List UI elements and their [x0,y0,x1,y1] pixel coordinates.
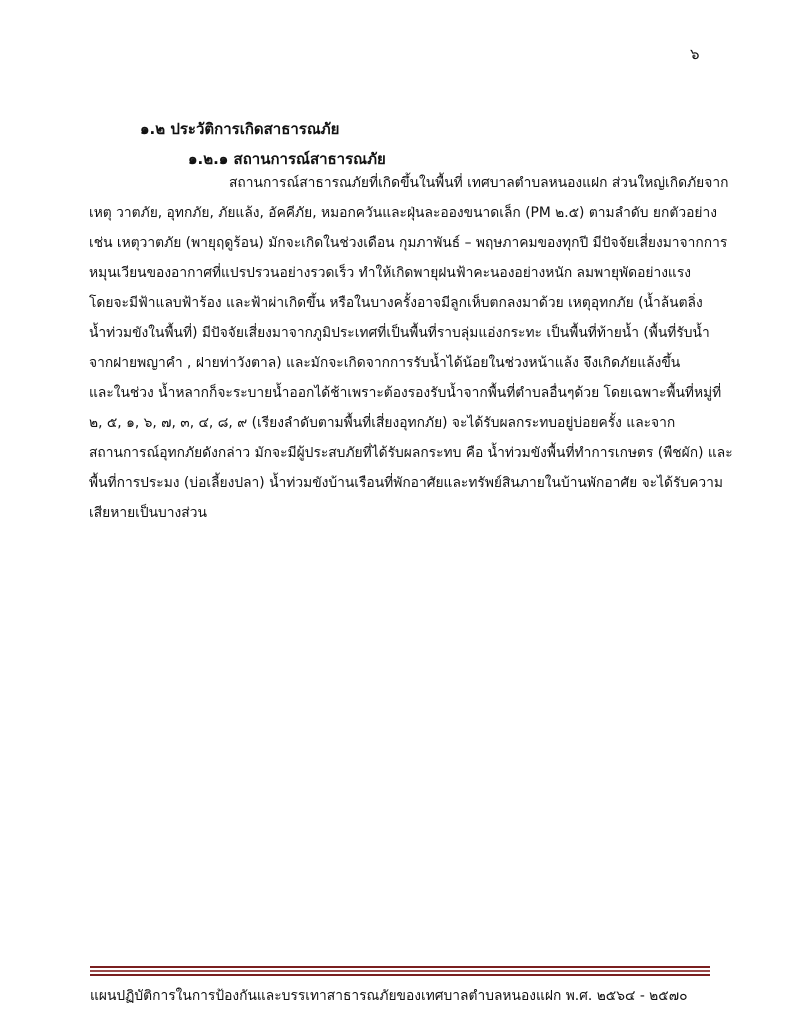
paragraph-line: โดยจะมีฟ้าแลบฟ้าร้อง และฟ้าผ่าเกิดขึ้น หรือในบางครั้งอาจมีลูกเห็บตกลงมาด้วย เหตุอุทกภัย (น้ำล้นตลิ่ง [89,295,703,311]
footer-text: แผนปฏิบัติการในการป้องกันและบรรเทาสาธารณภัยของเทศบาลตำบลหนองแฝก พ.ศ. ๒๕๖๔ - ๒๕๗๐ [90,988,688,1004]
paragraph-line: สถานการณ์อุทกภัยดังกล่าว มักจะมีผู้ประสบภัยที่ได้รับผลกระทบ คือ น้ำท่วมขังพื้นที่ทำการเกษตร (พืชผัก) และ [89,445,733,461]
paragraph-line: ๒, ๕, ๑, ๖, ๗, ๓, ๔, ๘, ๙ (เรียงลำดับตามพื้นที่เสี่ยงอุทกภัย) จะได้รับผลกระทบอยู่บ่อยครั้ง และจาก [89,415,676,431]
subsection-heading: ๑.๒.๑ สถานการณ์สาธารณภัย [188,150,386,168]
footer-rule [90,966,710,968]
paragraph-line: เช่น เหตุวาตภัย (พายุฤดูร้อน) มักจะเกิดในช่วงเดือน กุมภาพันธ์ – พฤษภาคมของทุกปี มีปัจจัยเสี่ยงมาจากการ [89,235,728,251]
paragraph-line: เหตุ วาตภัย, อุทกภัย, ภัยแล้ง, อัคคีภัย, หมอกควันและฝุ่นละอองขนาดเล็ก (PM ๒.๕) ตามลำดับ ยกตัวอย่าง [89,205,717,221]
footer-rule [90,970,710,972]
section-heading: ๑.๒ ประวัติการเกิดสาธารณภัย [140,120,340,138]
paragraph-line: จากฝายพญาคำ , ฝายท่าวังตาล) และมักจะเกิดจากการรับน้ำได้น้อยในช่วงหน้าแล้ง จึงเกิดภัยแล้งขึ้น [89,355,681,371]
paragraph-line: เสียหายเป็นบางส่วน [89,505,207,521]
paragraph-line: และในช่วง น้ำหลากก็จะระบายน้ำออกได้ช้าเพราะต้องรองรับน้ำจากพื้นที่ตำบลอื่นๆด้วย โดยเฉพาะพื้นที่หมู่ที่ [89,385,722,401]
paragraph-line: น้ำท่วมขังในพื้นที่) มีปัจจัยเสี่ยงมาจากภูมิประเทศที่เป็นพื้นที่ราบลุ่มแอ่งกระทะ เป็นพื้นที่ท้ายน้ำ (พื้นที่รับน้ำ [89,325,710,341]
paragraph-line: พื้นที่การประมง (บ่อเลี้ยงปลา) น้ำท่วมขังบ้านเรือนที่พักอาศัยและทรัพย์สินภายในบ้านพักอาศัย จะได้รับความ [89,475,723,491]
footer-divider [90,966,710,978]
paragraph-line: สถานการณ์สาธารณภัยที่เกิดขึ้นในพื้นที่ เทศบาลตำบลหนองแฝก ส่วนใหญ่เกิดภัยจาก [229,175,729,191]
paragraph-line: หมุนเวียนของอากาศที่แปรปรวนอย่างรวดเร็ว ทำให้เกิดพายุฝนฟ้าคะนองอย่างหนัก ลมพายุพัดอย่างแรง [89,265,691,281]
footer-rule [90,974,710,976]
page-number: ๖ [690,45,700,63]
body-paragraph [89,168,733,528]
